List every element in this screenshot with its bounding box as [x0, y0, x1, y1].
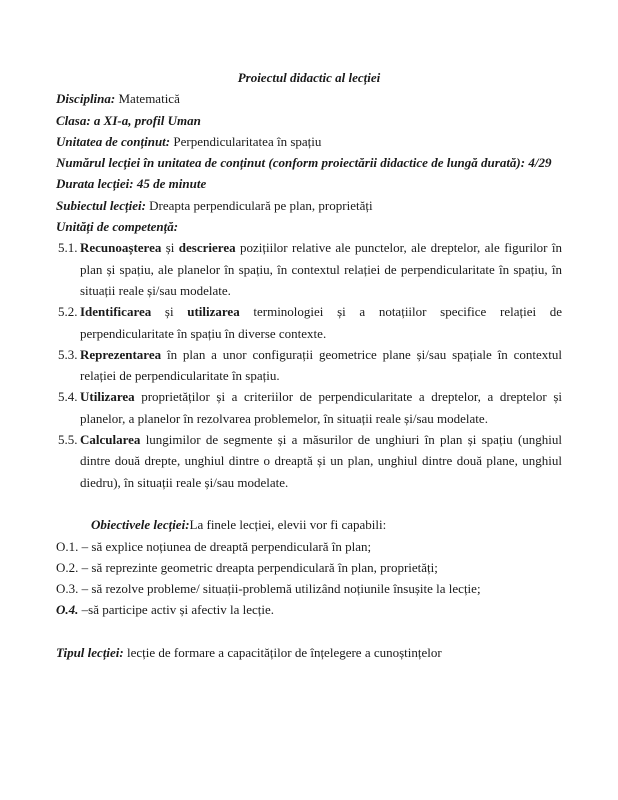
competence-text: lungimilor de segmente și a măsurilor de unghiuri în plan și spațiu (unghiul dintre două drepte, unghiul dintre o dreaptă și un plan, unghiul dintre două plane, unghiul diedru), în situații reale și/sau modelate. [80, 432, 562, 490]
objective-text: –să participe activ și afectiv la lecție. [78, 602, 275, 618]
objective-item [56, 536, 562, 557]
competence-text: în plan a unor configurații geometrice plane și/sau spațiale în contextul relației de perpendicularitate în spațiu. [80, 346, 562, 384]
objective-code: O.1. [56, 538, 79, 554]
competence-verb: Recunoașterea [80, 240, 162, 256]
spacer [56, 493, 562, 514]
competence-verb: Reprezentarea [80, 346, 162, 362]
objective-text: – să explice noțiunea de dreaptă perpendiculară în plan; [78, 538, 372, 554]
field-label: Clasa: a XI-a, profil Uman [56, 112, 201, 128]
field-numarul [56, 152, 562, 173]
field-value: Dreapta perpendiculară pe plan, proprietăți [145, 197, 373, 213]
document-title: Proiectul didactic al lecției [237, 70, 381, 85]
field-label: Unitatea de conținut: [56, 133, 171, 149]
field-disciplina [56, 88, 562, 109]
field-label: Disciplina: [56, 91, 116, 107]
competence-text: proprietăților și a criteriilor de perpendicularitate a dreptelor, a dreptelor și planelor, a planelor în rezolvarea problemelor, în situații reale și/sau modelate. [80, 389, 562, 426]
field-label: Durata lecției: 45 de minute [56, 176, 207, 192]
objectives-intro: La finele lecției, elevii vor fi capabili: [189, 517, 387, 533]
competence-verb: Calcularea [80, 432, 141, 448]
objective-code: O.2. [56, 559, 79, 575]
competence-item [56, 301, 562, 344]
field-label: Numărul lecției în unitatea de conținut (conform proiectării didactice de lungă durată): 4/29 [56, 155, 552, 171]
competence-verb: Utilizarea [80, 389, 135, 405]
field-value: Matematică [115, 91, 180, 107]
field-durata [56, 173, 562, 194]
competence-connector: și [151, 304, 188, 320]
competence-text: pozițiilor relative ale punctelor, ale dreptelor, ale figurilor în plan și spațiu, ale planelor în spațiu, în contextul relației de perpendicularitate în spațiu, în situații reale și/sau modelate. [80, 240, 563, 298]
lesson-type-value: lecție de formare a capacităților de înțelegere a cunoștințelor [123, 645, 442, 661]
competence-number: 5.4. [58, 389, 78, 405]
objective-item [56, 578, 562, 599]
competence-verb: Identificarea [80, 304, 152, 320]
competence-item [56, 429, 562, 493]
objective-code: O.3. [56, 581, 79, 597]
competence-number: 5.3. [58, 346, 78, 362]
objective-item [56, 557, 562, 578]
competence-number: 5.5. [58, 432, 78, 448]
objectives-heading [56, 514, 562, 535]
competence-number: 5.2. [58, 304, 78, 320]
competences-list [56, 237, 562, 493]
lesson-type-label: Tipul lecției: [56, 645, 124, 661]
field-unitatea [56, 131, 562, 152]
competence-item [56, 344, 562, 387]
competence-verb-2: descrierea [178, 240, 236, 256]
lesson-type [56, 642, 562, 663]
competence-item [56, 237, 562, 301]
field-value: Perpendicularitatea în spațiu [170, 133, 322, 149]
objectives-label: Obiectivele lecției: [91, 517, 190, 533]
field-subiectul [56, 195, 562, 216]
competence-item [56, 386, 562, 429]
competence-verb-2: utilizarea [187, 304, 240, 320]
objective-code: O.4. [56, 602, 79, 618]
competence-text: terminologiei și a notațiilor specifice relației de perpendicularitate în spațiu în diverse contexte. [80, 304, 562, 341]
objective-text: – să rezolve probleme/ situații-problemă utilizând noțiunile însușite la lecție; [78, 581, 481, 597]
field-clasa [56, 110, 562, 131]
objective-text: – să reprezinte geometric dreapta perpendiculară în plan, proprietăți; [78, 559, 438, 575]
document-page [56, 67, 562, 663]
competence-number: 5.1. [58, 240, 78, 256]
spacer [56, 621, 562, 642]
competence-connector: și [161, 240, 179, 256]
competences-heading: Unități de competență: [56, 219, 179, 235]
field-label: Subiectul lecției: [56, 197, 146, 213]
objective-item [56, 599, 562, 620]
